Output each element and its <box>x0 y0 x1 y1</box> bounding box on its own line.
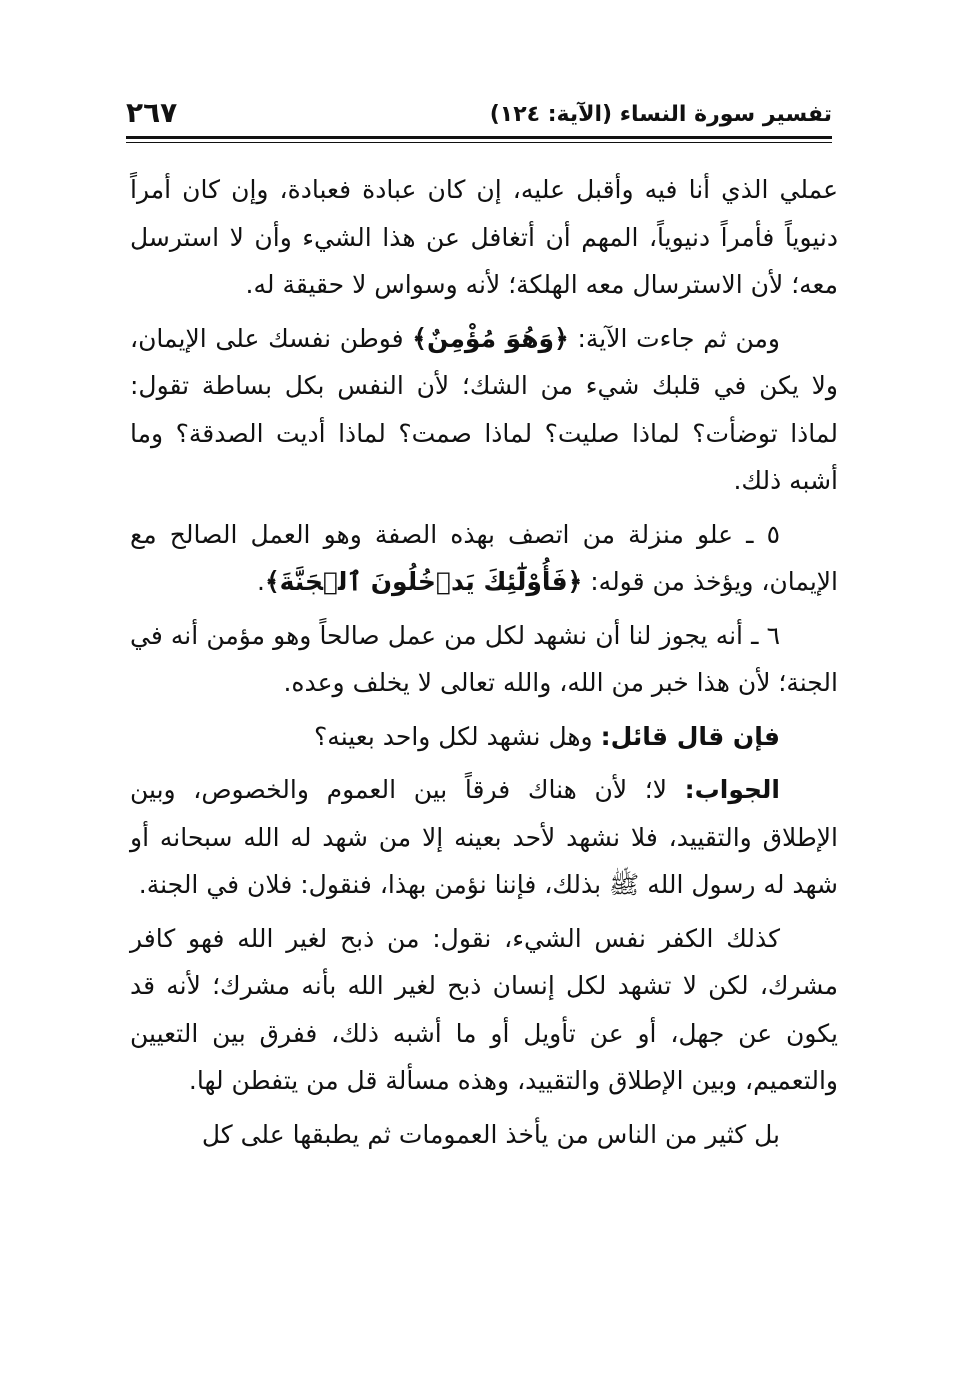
header-rule-thick <box>126 136 832 139</box>
paragraph-1: عملي الذي أنا فيه وأقبل عليه، إن كان عبادة فعبادة، وإن كان أمراً دنيوياً فأمراً دنيوياً، المهم أن أتغافل عن هذا الشيء وأن لا استرسل معه؛ لأن الاسترسال معه الهلكة؛ لأنه وسواس لا حقيقة له. <box>130 175 838 299</box>
page-number: ٢٦٧ <box>126 96 178 129</box>
answer-lead: الجواب: <box>684 775 780 804</box>
question-lead: فإن قال قائل: <box>600 721 780 751</box>
page-header <box>126 96 832 136</box>
paragraph-3-before: ٥ ـ علو منزلة من اتصف بهذه الصفة وهو العمل الصالح مع الإيمان، ويؤخذ من قوله: <box>130 519 838 596</box>
paragraph-4: ٦ ـ أنه يجوز لنا أن نشهد لكل من عمل صالحاً وهو مؤمن أنه في الجنة؛ لأن هذا خبر من الله، والله تعالى لا يخلف وعده. <box>130 620 838 697</box>
quran-quote: ﴿فَأُوْلَٰٓئِكَ يَدۡخُلُونَ ٱلۡجَنَّةَ﴾ <box>264 567 583 596</box>
paragraph-2-after: فوطن نفسك على الإيمان، ولا يكن في قلبك شيء من الشك؛ لأن النفس بكل بساطة تقول: لماذا توضأت؟ لماذا صليت؟ لماذا صمت؟ لماذا أديت الصدقة؟ وما أشبه ذلك. <box>130 323 838 495</box>
paragraph-2-before: ومن ثم جاءت الآية: <box>568 323 780 353</box>
body-text <box>130 166 838 1164</box>
paragraph-7: كذلك الكفر نفس الشيء، نقول: من ذبح لغير الله فهو كافر مشرك، لكن لا تشهد لكل إنسان ذبح لغير الله بأنه مشرك؛ لأنه قد يكون عن جهل، أو عن تأويل أو ما أشبه ذلك، ففرق بين التعيين والتعميم، وبين الإطلاق والتقييد، وهذه مسألة قل من يتفطن لها. <box>130 923 838 1095</box>
quran-quote: ﴿وَهُوَ مُؤْمِنٌ﴾ <box>412 323 569 353</box>
running-title: تفسير سورة النساء (الآية: ١٢٤) <box>489 102 832 127</box>
answer-text: لا؛ لأن هناك فرقاً بين العموم والخصوص، وبين الإطلاق والتقييد، فلا نشهد لأحد بعينه إلا من شهد له الله سبحانه أو شهد له رسول الله ﷺ بذلك، فإننا نؤمن بهذا، فنقول: فلان في الجنة. <box>130 775 838 899</box>
paragraph-3 <box>130 511 838 606</box>
paragraph-3-after: . <box>256 567 265 596</box>
paragraph-2 <box>130 315 838 505</box>
paragraph-5 <box>130 713 838 761</box>
paragraph-8: بل كثير من الناس من يأخذ العمومات ثم يطبقها على كل <box>201 1119 780 1149</box>
question-text: وهل نشهد لكل واحد بعينه؟ <box>314 721 601 751</box>
header-rule-thin <box>126 142 832 143</box>
paragraph-6 <box>130 766 838 909</box>
